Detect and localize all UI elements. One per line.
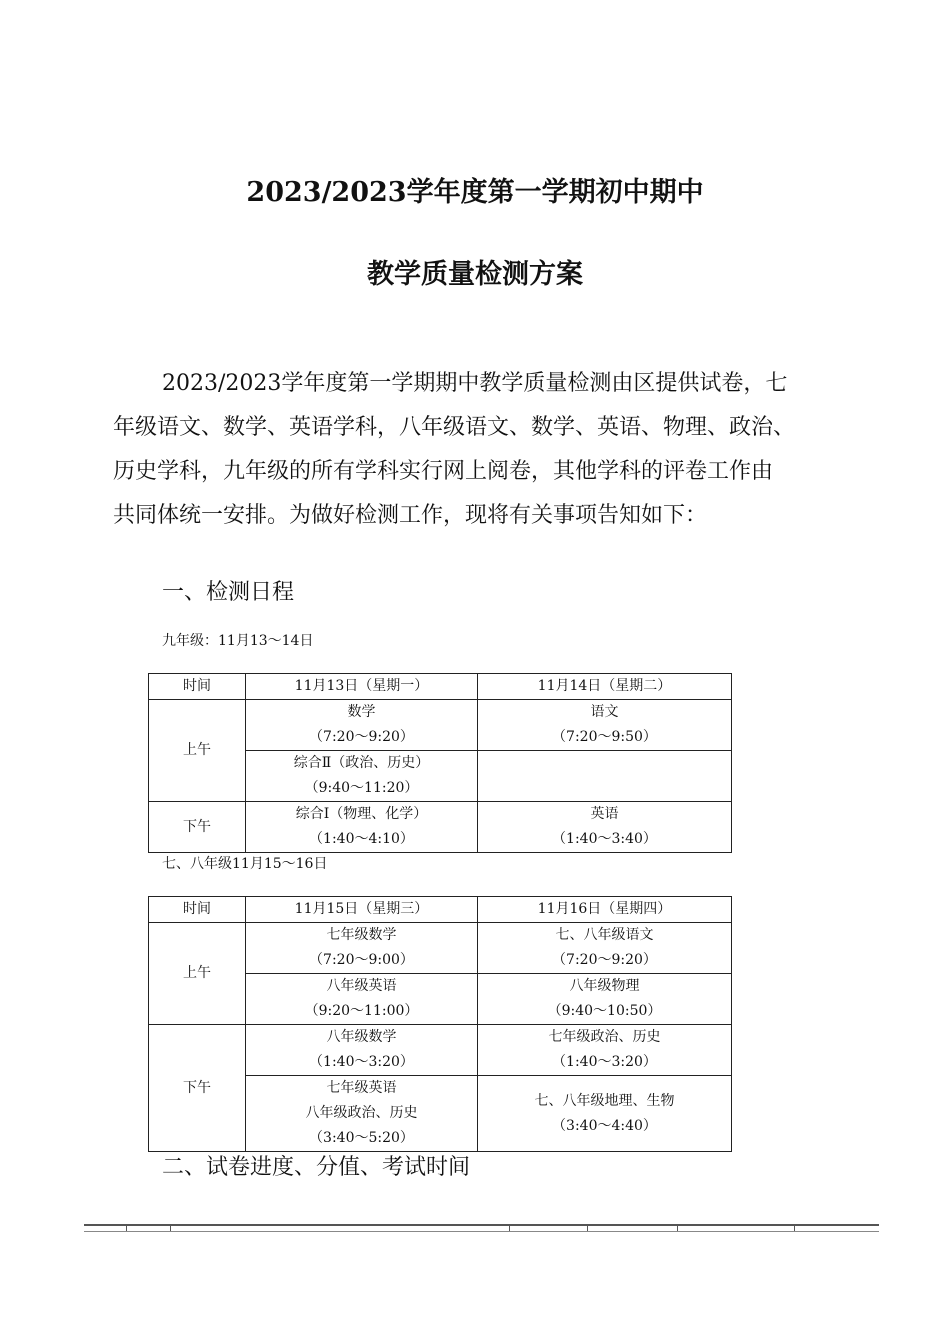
exam-subject: 七年级英语: [326, 1080, 397, 1096]
exam-time: （1:40～3:20）: [552, 1054, 657, 1070]
morning-cell: 上午: [149, 700, 246, 802]
morning-cell: 上午: [149, 923, 246, 1025]
exam-subject: 八年级数学: [326, 1029, 397, 1045]
intro-line: 2023/2023学年度第一学期期中教学质量检测由区提供试卷，七: [162, 371, 788, 396]
exam-time: （7:20～9:20）: [309, 729, 414, 745]
exam-cell: [246, 751, 478, 802]
table-row: [149, 923, 732, 974]
exam-subject: 七年级政治、历史: [548, 1029, 661, 1045]
afternoon-cell: 下午: [149, 1025, 246, 1152]
exam-time: （9:40～10:50）: [547, 1003, 662, 1019]
table-row: [149, 700, 732, 751]
intro-line: 年级语文、数学、英语学科，八年级语文、数学、英语、物理、政治、: [113, 415, 796, 440]
exam-subject: 八年级物理: [569, 978, 640, 994]
exam-subject: 综合Ⅰ（物理、化学）: [295, 806, 428, 822]
exam-cell: [246, 1025, 478, 1076]
exam-subject: 数学: [347, 704, 376, 720]
table-header-row: [149, 674, 732, 700]
intro-paragraph: [113, 362, 848, 538]
header-day1: 11月15日（星期三）: [246, 897, 478, 923]
header-time: 时间: [149, 674, 246, 700]
rule-tick: [126, 1224, 127, 1231]
document-title-line1: 2023/2023学年度第一学期初中期中: [246, 177, 704, 208]
exam-cell: [246, 923, 478, 974]
exam-time: （3:40～4:40）: [552, 1117, 657, 1134]
table-row: [149, 802, 732, 853]
afternoon-cell: 下午: [149, 802, 246, 853]
exam-cell: [478, 923, 732, 974]
exam-time: （7:20～9:20）: [552, 952, 657, 968]
exam-subject: 七年级数学: [326, 927, 397, 943]
section2-heading: 二、试卷进度、分值、考试时间: [162, 1155, 471, 1180]
header-day2: 11月16日（星期四）: [478, 897, 732, 923]
header-day1: 11月13日（星期一）: [246, 674, 478, 700]
exam-cell: [246, 802, 478, 853]
exam-time: （1:40～4:10）: [309, 831, 414, 847]
exam-time: （1:40～3:20）: [309, 1054, 414, 1070]
exam-cell: [246, 1076, 478, 1152]
table-header-row: [149, 897, 732, 923]
exam-cell: [478, 1076, 732, 1152]
exam-subject: 综合Ⅱ（政治、历史）: [293, 755, 430, 771]
exam-subject: 七、八年级语文: [555, 927, 654, 943]
document-title-line2: 教学质量检测方案: [367, 259, 583, 290]
rule-tick: [794, 1224, 795, 1231]
grade78-schedule-label: 七、八年级11月15～16日: [162, 856, 328, 872]
exam-cell: [246, 974, 478, 1025]
rule-tick: [677, 1224, 678, 1231]
header-time: 时间: [149, 897, 246, 923]
page-bottom-rule: [84, 1224, 879, 1232]
empty-cell: [478, 751, 732, 802]
exam-subject: 语文: [590, 704, 619, 720]
table-row: [149, 1025, 732, 1076]
exam-cell: [478, 802, 732, 853]
grade78-schedule-table: [148, 896, 732, 1152]
exam-subject: 英语: [590, 806, 619, 822]
exam-time: （1:40～3:40）: [552, 831, 657, 847]
exam-cell: [478, 974, 732, 1025]
section1-heading: 一、检测日程: [162, 580, 295, 605]
exam-cell: [246, 700, 478, 751]
rule-tick: [509, 1224, 510, 1231]
rule-tick: [170, 1224, 171, 1231]
exam-subject: 八年级英语: [326, 978, 397, 994]
exam-time: （7:20～9:00）: [309, 952, 414, 968]
exam-cell: [478, 1025, 732, 1076]
intro-line: 共同体统一安排。为做好检测工作，现将有关事项告知如下：: [113, 503, 708, 528]
exam-time: （9:40～11:20）: [304, 780, 419, 796]
exam-time: （3:40～5:20）: [309, 1130, 414, 1146]
intro-line: 历史学科，九年级的所有学科实行网上阅卷，其他学科的评卷工作由: [113, 459, 774, 484]
exam-time: （9:20～11:00）: [304, 1003, 419, 1019]
rule-tick: [587, 1224, 588, 1231]
exam-cell: [478, 700, 732, 751]
grade9-schedule-table: [148, 673, 732, 853]
header-day2: 11月14日（星期二）: [478, 674, 732, 700]
exam-subject: 七、八年级地理、生物: [534, 1092, 675, 1109]
exam-subject: 八年级政治、历史: [305, 1105, 418, 1121]
grade9-schedule-label: 九年级：11月13～14日: [162, 633, 314, 649]
exam-time: （7:20～9:50）: [552, 729, 657, 745]
